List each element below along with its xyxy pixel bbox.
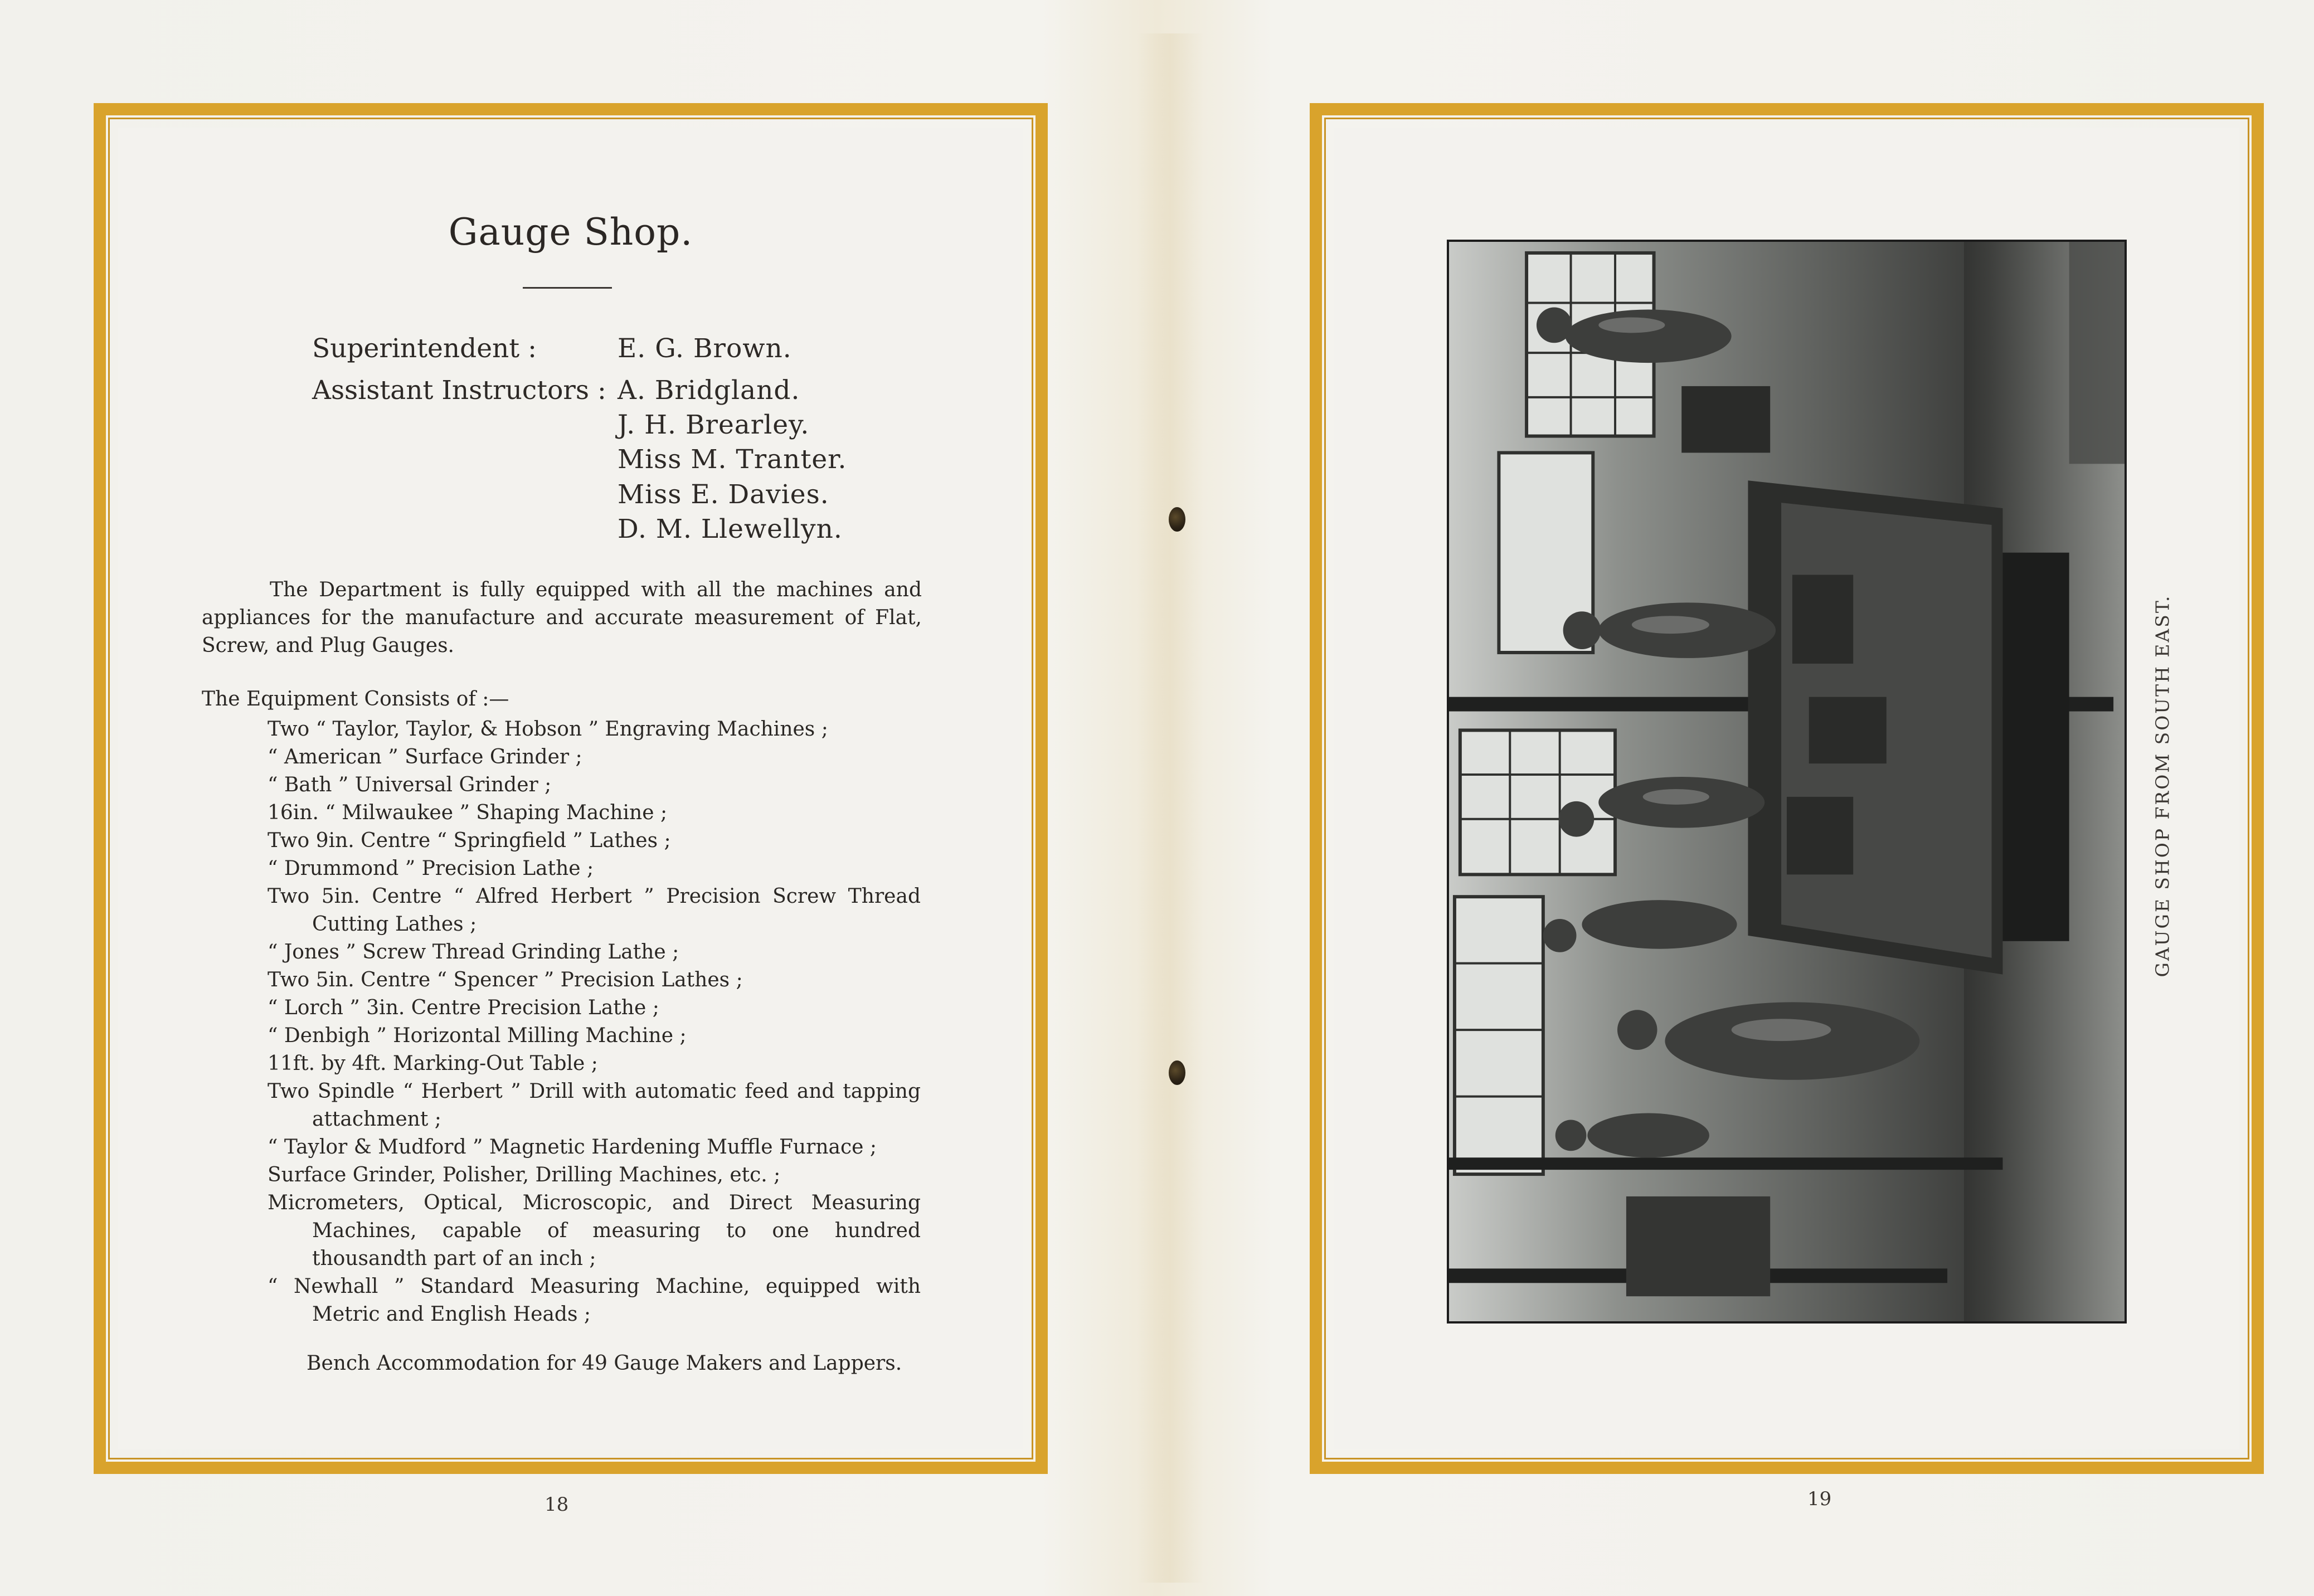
equipment-item: “ Taylor & Mudford ” Magnetic Hardening Muffle Furnace ; bbox=[268, 1136, 877, 1159]
equipment-item: “ Lorch ” 3in. Centre Precision Lathe ; bbox=[268, 996, 659, 1019]
equipment-item: “ American ” Surface Grinder ; bbox=[268, 746, 582, 768]
page-number-left: 18 bbox=[545, 1493, 569, 1516]
binding-gutter bbox=[1137, 33, 1204, 1583]
page-number-right: 19 bbox=[1807, 1488, 1832, 1510]
equipment-item: Micrometers, Optical, Microscopic, and Direct Measuring Machines, capable of measuring to one hundred thousandth part of an inch ; bbox=[268, 1191, 921, 1270]
superintendent-name: E. G. Brown. bbox=[618, 333, 792, 364]
photo-illustration bbox=[1449, 242, 2125, 1321]
photo-caption-text: GAUGE SHOP FROM SOUTH EAST. bbox=[2151, 594, 2174, 977]
superintendent-label: Superintendent : bbox=[312, 333, 537, 364]
staple-top bbox=[1169, 507, 1185, 532]
workshop-photograph bbox=[1447, 240, 2127, 1323]
equipment-heading: The Equipment Consists of :— bbox=[202, 688, 509, 711]
assistants-label: Assistant Instructors : bbox=[312, 375, 606, 406]
intro-line: appliances for the manufacture and accurate measurement of Flat, bbox=[202, 606, 922, 629]
equipment-item: 16in. “ Milwaukee ” Shaping Machine ; bbox=[268, 801, 668, 824]
equipment-item: Two 9in. Centre “ Springfield ” Lathes ; bbox=[268, 829, 671, 852]
assistant-name: D. M. Llewellyn. bbox=[618, 514, 843, 544]
intro-line: Screw, and Plug Gauges. bbox=[202, 634, 454, 657]
staple-bottom bbox=[1169, 1060, 1185, 1085]
intro-line: The Department is fully equipped with all the machines and bbox=[270, 578, 922, 601]
equipment-item: Surface Grinder, Polisher, Drilling Machines, etc. ; bbox=[268, 1164, 781, 1186]
page-title: Gauge Shop. bbox=[448, 211, 693, 254]
equipment-item: “ Bath ” Universal Grinder ; bbox=[268, 773, 552, 796]
intro-paragraph bbox=[202, 576, 922, 660]
bench-accommodation: Bench Accommodation for 49 Gauge Makers and Lappers. bbox=[307, 1352, 902, 1375]
equipment-item: Two 5in. Centre “ Spencer ” Precision Lathes ; bbox=[268, 969, 743, 991]
equipment-item: “ Jones ” Screw Thread Grinding Lathe ; bbox=[268, 941, 679, 964]
title-rule bbox=[523, 287, 612, 289]
equipment-item: “ Newhall ” Standard Measuring Machine, equipped with Metric and English Heads ; bbox=[268, 1275, 921, 1326]
assistant-name: Miss M. Tranter. bbox=[618, 444, 847, 475]
equipment-item: “ Denbigh ” Horizontal Milling Machine ; bbox=[268, 1024, 687, 1047]
assistant-name: J. H. Brearley. bbox=[618, 410, 810, 440]
equipment-item: 11ft. by 4ft. Marking-Out Table ; bbox=[268, 1052, 598, 1075]
equipment-item: Two Spindle “ Herbert ” Drill with automatic feed and tapping attachment ; bbox=[268, 1080, 921, 1131]
equipment-item: Two “ Taylor, Taylor, & Hobson ” Engraving Machines ; bbox=[268, 718, 828, 741]
equipment-item: Two 5in. Centre “ Alfred Herbert ” Precision Screw Thread Cutting Lathes ; bbox=[268, 885, 921, 936]
assistant-name: A. Bridgland. bbox=[618, 375, 800, 406]
equipment-list bbox=[268, 716, 921, 1329]
equipment-item: “ Drummond ” Precision Lathe ; bbox=[268, 857, 594, 880]
assistant-name: Miss E. Davies. bbox=[618, 479, 829, 510]
